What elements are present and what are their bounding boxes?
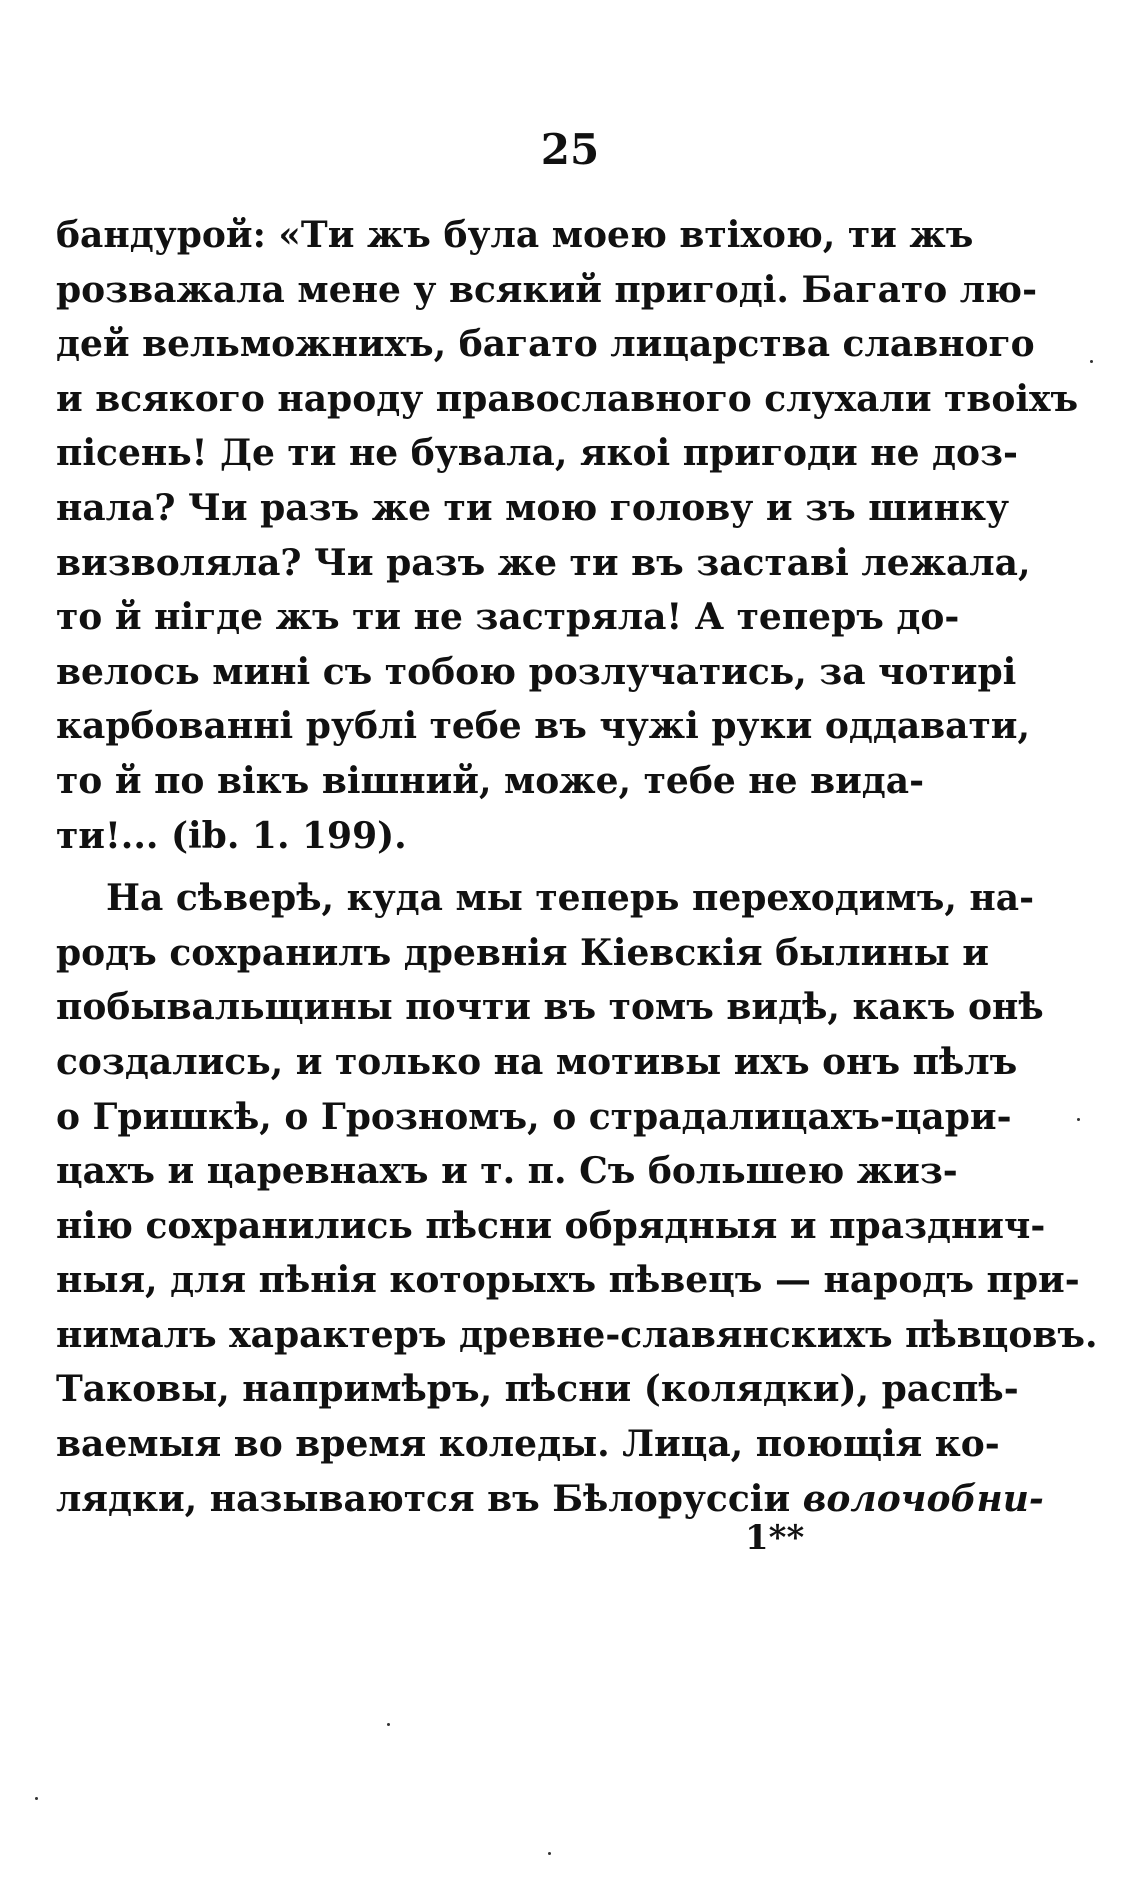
scan-speck bbox=[35, 1797, 38, 1800]
signature-mark: 1** bbox=[745, 1518, 805, 1558]
text-line: карбованні рублі тебе въ чужі руки оддавати, bbox=[56, 705, 1031, 748]
text-line: и всякого народу православного слухали твоіхъ bbox=[56, 377, 1079, 420]
text-line: нала? Чи разъ же ти мою голову и зъ шинку bbox=[56, 486, 1009, 529]
scan-speck bbox=[1077, 1118, 1080, 1121]
text-line: дей вельможнихъ, багато лицарства славного bbox=[56, 323, 1035, 366]
text-line: ныя, для пѣнія которыхъ пѣвецъ — народъ при- bbox=[56, 1259, 1080, 1302]
page-number: 25 bbox=[540, 125, 600, 174]
text-line: цахъ и царевнахъ и т. п. Съ большею жиз- bbox=[56, 1150, 958, 1193]
text-line: визволяла? Чи разъ же ти въ заставі лежала, bbox=[56, 541, 1031, 584]
paragraph-gap bbox=[56, 863, 900, 871]
text-line: розважала мене у всякий пригоді. Багато лю- bbox=[56, 268, 1038, 311]
scan-speck bbox=[387, 1723, 390, 1726]
text-line: ти!... (ib. 1. 199). bbox=[56, 814, 407, 857]
scan-speck bbox=[548, 1852, 551, 1855]
text-line: На сѣверѣ, куда мы теперь переходимъ, на- bbox=[106, 877, 1035, 920]
text-line: о Гришкѣ, о Грозномъ, о страдалицахъ-цари- bbox=[56, 1095, 1012, 1138]
text-line: Таковы, напримѣръ, пѣсни (колядки), распѣ- bbox=[56, 1368, 1019, 1411]
text-line: создались, и только на мотивы ихъ онъ пѣлъ bbox=[56, 1040, 1018, 1083]
text-line: бандурой: «Ти жъ була моею втіхою, ти жъ bbox=[56, 214, 974, 256]
text-line: ваемыя во время коледы. Лица, поющія ко- bbox=[56, 1423, 1000, 1466]
text-line: нималъ характеръ древне-славянскихъ пѣвцовъ. bbox=[56, 1313, 1098, 1356]
scan-speck bbox=[1090, 360, 1093, 363]
final-line-italic: волочобни- bbox=[802, 1477, 1044, 1520]
text-line: побывальщины почти въ томъ видѣ, какъ онѣ bbox=[56, 986, 1044, 1029]
text-line: пісень! Де ти не бувала, якоі пригоди не доз- bbox=[56, 432, 1018, 475]
body-text bbox=[56, 208, 1098, 1526]
final-line-plain: лядки, называются въ Бѣлоруссіи bbox=[56, 1477, 803, 1520]
text-line: родъ сохранилъ древнія Кіевскія былины и bbox=[56, 931, 989, 974]
text-line: то й нігде жъ ти не застряла! А теперъ до- bbox=[56, 596, 960, 639]
text-line: то й по вікъ вішний, може, тебе не вида- bbox=[56, 759, 925, 802]
text-line: велось мині съ тобою розлучатись, за чотирі bbox=[56, 650, 1017, 693]
text-line: нію сохранились пѣсни обрядныя и празднич- bbox=[56, 1204, 1046, 1247]
